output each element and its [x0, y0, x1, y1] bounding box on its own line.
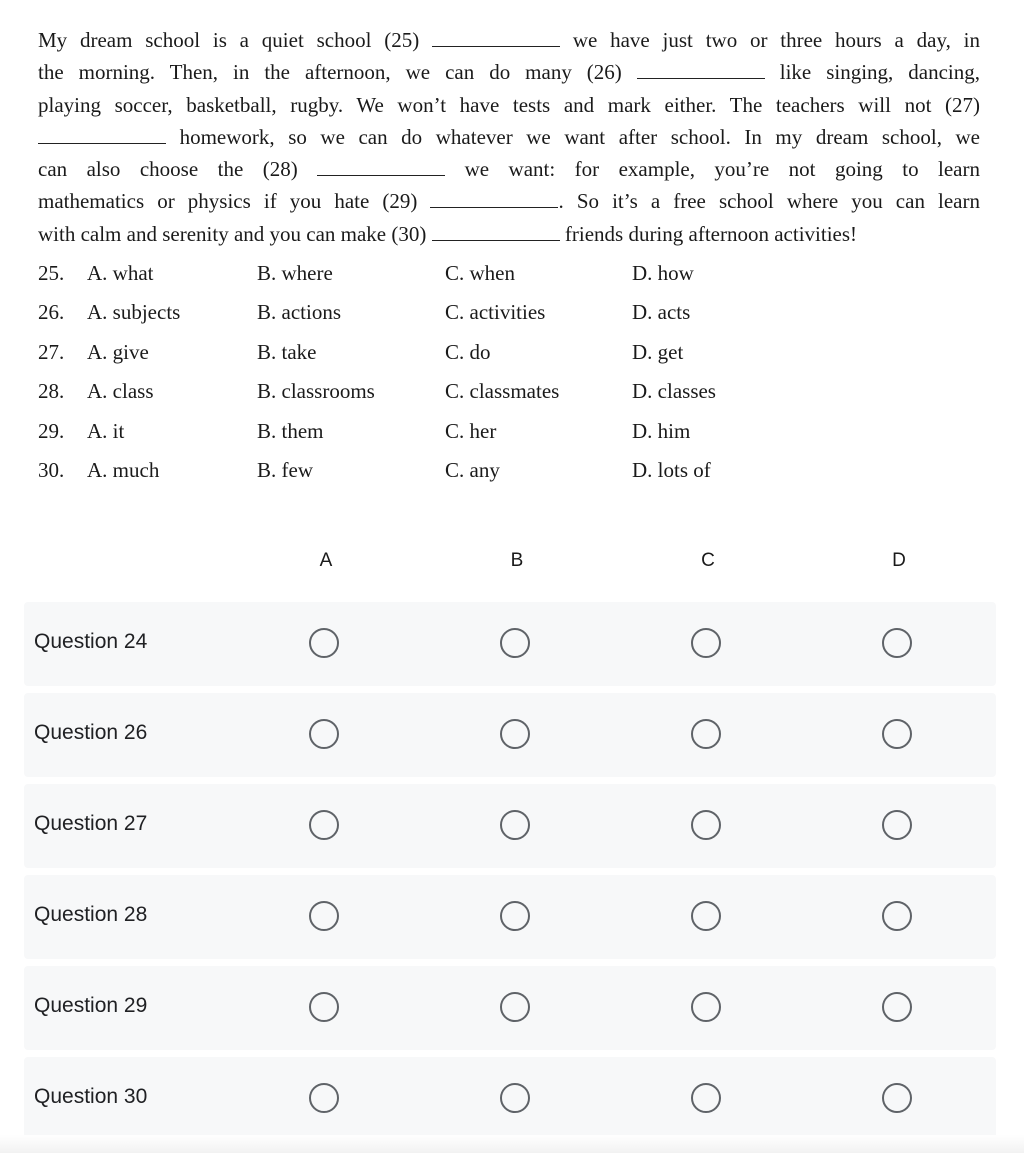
radio-option-c[interactable] — [691, 992, 721, 1022]
row-label: Question 26 — [34, 721, 148, 744]
option-b: B. classrooms — [257, 379, 375, 404]
radio-option-a[interactable] — [309, 992, 339, 1022]
option-d: D. acts — [632, 300, 691, 325]
column-label-a: A — [319, 550, 333, 571]
radio-option-a[interactable] — [309, 810, 339, 840]
option-b: B. few — [257, 457, 313, 482]
radio-option-c[interactable] — [691, 810, 721, 840]
passage-line: mathematics or physics if you hate (29) . So it’s a free school where you can learn — [38, 189, 980, 214]
radio-option-d[interactable] — [882, 719, 912, 749]
row-label: Question 28 — [34, 903, 148, 926]
option-d: D. how — [632, 261, 694, 285]
question-number: 29. — [38, 418, 65, 443]
row-label: Question 30 — [34, 1085, 148, 1108]
row-label: Question 27 — [34, 812, 148, 835]
column-label-c: C — [701, 550, 715, 571]
grid-row-question-28 — [24, 875, 996, 959]
blank-30 — [432, 220, 560, 241]
radio-option-a[interactable] — [309, 719, 339, 749]
grid-row-question-27 — [24, 784, 996, 868]
option-b: B. where — [257, 261, 333, 285]
question-number: 26. — [38, 300, 65, 325]
option-c: C. her — [445, 418, 497, 443]
grid-row-question-26 — [24, 693, 996, 777]
passage-line: My dream school is a quiet school (25) we have just two or three hours a day, in — [38, 28, 980, 52]
multiple-choice-grid — [24, 602, 996, 1148]
option-d: D. lots of — [632, 457, 711, 482]
radio-option-b[interactable] — [500, 1083, 530, 1113]
passage-line: playing soccer, basketball, rugby. We won’t have tests and mark either. The teachers will not (27) — [38, 92, 980, 117]
option-a: A. much — [87, 457, 160, 482]
blank-27 — [38, 123, 166, 144]
option-a: A. subjects — [87, 300, 181, 325]
radio-option-b[interactable] — [500, 810, 530, 840]
row-label: Question 29 — [34, 994, 148, 1017]
passage-line: with calm and serenity and you can make (30) friends during afternoon activities! — [38, 221, 858, 246]
option-a: A. what — [87, 261, 154, 285]
option-b: B. actions — [257, 300, 341, 325]
option-d: D. get — [632, 339, 684, 364]
option-b: B. them — [257, 418, 324, 443]
radio-option-c[interactable] — [691, 719, 721, 749]
option-a: A. it — [87, 418, 125, 443]
option-c: C. do — [445, 339, 491, 364]
grid-row-question-24 — [24, 602, 996, 686]
question-number: 25. — [38, 261, 65, 285]
passage-line: the morning. Then, in the afternoon, we can do many (26) like singing, dancing, — [38, 60, 980, 85]
radio-option-a[interactable] — [309, 901, 339, 931]
passage-line: can also choose the (28) we want: for example, you’re not going to learn — [38, 157, 980, 182]
radio-option-c[interactable] — [691, 901, 721, 931]
option-c: C. activities — [445, 300, 546, 325]
column-label-d: D — [892, 550, 906, 571]
radio-option-a[interactable] — [309, 1083, 339, 1113]
grid-column-header — [0, 546, 1024, 578]
option-b: B. take — [257, 339, 317, 364]
option-c: C. any — [445, 457, 500, 482]
option-c: C. when — [445, 261, 515, 285]
blank-26 — [637, 58, 765, 79]
option-d: D. classes — [632, 379, 716, 404]
radio-option-d[interactable] — [882, 628, 912, 658]
option-c: C. classmates — [445, 379, 560, 404]
radio-option-d[interactable] — [882, 810, 912, 840]
option-a: A. give — [87, 339, 149, 364]
radio-option-b[interactable] — [500, 992, 530, 1022]
blank-25 — [432, 26, 560, 47]
blank-29 — [430, 187, 558, 208]
radio-option-d[interactable] — [882, 901, 912, 931]
option-d: D. him — [632, 418, 691, 443]
radio-option-c[interactable] — [691, 1083, 721, 1113]
page-bottom-edge — [0, 1135, 1024, 1153]
question-number: 28. — [38, 379, 65, 404]
radio-option-d[interactable] — [882, 992, 912, 1022]
radio-option-c[interactable] — [691, 628, 721, 658]
reading-passage — [38, 24, 980, 250]
row-label: Question 24 — [34, 630, 148, 653]
blank-28 — [317, 155, 445, 176]
question-number: 27. — [38, 339, 65, 364]
question-number: 30. — [38, 457, 65, 482]
grid-row-question-30 — [24, 1057, 996, 1141]
radio-option-b[interactable] — [500, 901, 530, 931]
radio-option-a[interactable] — [309, 628, 339, 658]
radio-option-b[interactable] — [500, 628, 530, 658]
option-a: A. class — [87, 379, 154, 404]
passage-line: homework, so we can do whatever we want after school. In my dream school, we — [38, 121, 980, 153]
radio-option-d[interactable] — [882, 1083, 912, 1113]
radio-option-b[interactable] — [500, 719, 530, 749]
grid-row-question-29 — [24, 966, 996, 1050]
column-label-b: B — [510, 550, 524, 571]
